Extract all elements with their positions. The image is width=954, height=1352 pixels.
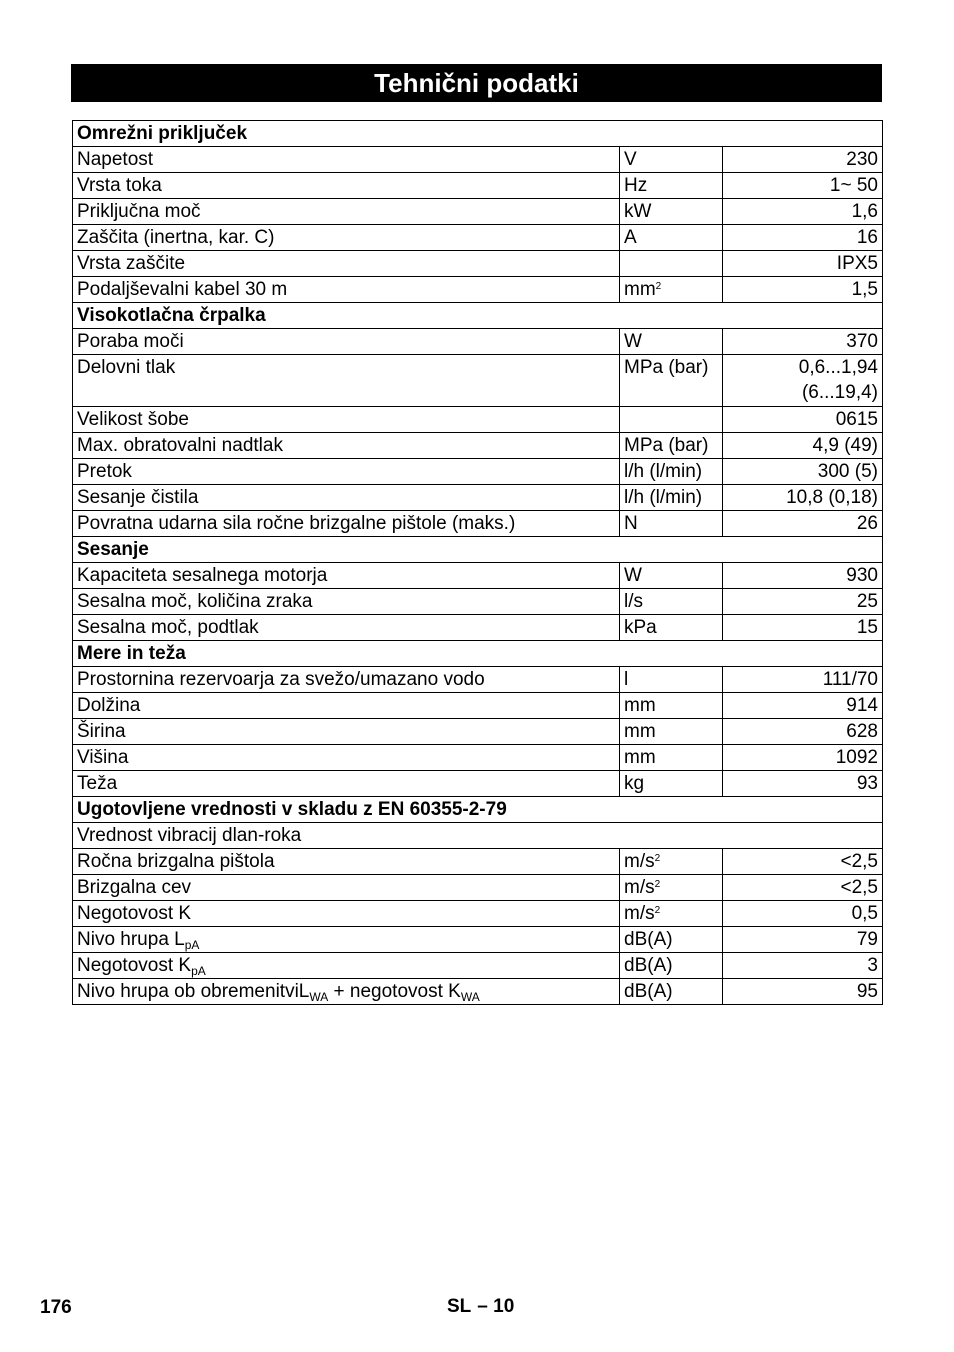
row-label-subscript: pA bbox=[184, 938, 200, 952]
row-unit bbox=[620, 147, 723, 173]
footer-section-page: – 10 bbox=[477, 1296, 515, 1317]
table-row bbox=[73, 719, 883, 745]
footer-language: SL bbox=[447, 1296, 472, 1317]
row-unit-text: N bbox=[624, 513, 638, 534]
row-unit-superscript: 2 bbox=[654, 905, 661, 916]
section-header-row bbox=[73, 121, 883, 147]
row-unit bbox=[620, 173, 723, 199]
row-value: 1092 bbox=[723, 745, 883, 771]
row-value: 111/70 bbox=[723, 667, 883, 693]
row-unit bbox=[620, 615, 723, 641]
row-label bbox=[73, 511, 620, 537]
row-label bbox=[73, 615, 620, 641]
row-unit-text: kPa bbox=[624, 617, 657, 638]
row-unit bbox=[620, 901, 723, 927]
section-title: Mere in teža bbox=[73, 641, 883, 667]
row-value: 1,5 bbox=[723, 277, 883, 303]
row-label-text: Brizgalna cev bbox=[77, 877, 192, 898]
row-value: 300 (5) bbox=[723, 459, 883, 485]
table-row bbox=[73, 693, 883, 719]
row-unit bbox=[620, 745, 723, 771]
row-unit-text: l/s bbox=[624, 591, 643, 612]
row-value: 25 bbox=[723, 589, 883, 615]
row-label bbox=[73, 485, 620, 511]
row-unit bbox=[620, 355, 723, 407]
technical-data-table bbox=[72, 120, 883, 1005]
row-value: 0,5 bbox=[723, 901, 883, 927]
row-label-text: Višina bbox=[77, 747, 129, 768]
row-label-text: Delovni tlak bbox=[77, 357, 176, 378]
row-label-text: Poraba moči bbox=[77, 331, 184, 352]
row-unit bbox=[620, 927, 723, 953]
row-label-text: Prostornina rezervoarja za svežo/umazano vodo bbox=[77, 669, 485, 690]
row-unit bbox=[620, 953, 723, 979]
row-unit bbox=[620, 589, 723, 615]
table-row bbox=[73, 433, 883, 459]
row-unit bbox=[620, 251, 723, 277]
row-label bbox=[73, 771, 620, 797]
table-row bbox=[73, 199, 883, 225]
table-row bbox=[73, 979, 883, 1005]
table-row bbox=[73, 563, 883, 589]
row-label bbox=[73, 407, 620, 433]
row-value: 370 bbox=[723, 329, 883, 355]
table-row bbox=[73, 173, 883, 199]
section-header-row bbox=[73, 303, 883, 329]
row-label-subscript: WA bbox=[460, 990, 480, 1004]
row-label-text: Ročna brizgalna pištola bbox=[77, 851, 275, 872]
row-unit-text: l/h (l/min) bbox=[624, 487, 703, 508]
row-value: 95 bbox=[723, 979, 883, 1005]
row-label-text: Kapaciteta sesalnega motorja bbox=[77, 565, 328, 586]
row-label bbox=[73, 849, 620, 875]
row-unit bbox=[620, 407, 723, 433]
row-value: 3 bbox=[723, 953, 883, 979]
row-label bbox=[73, 329, 620, 355]
row-unit-superscript: 2 bbox=[655, 281, 662, 292]
row-value: 1~ 50 bbox=[723, 173, 883, 199]
row-unit-text: Hz bbox=[624, 175, 648, 196]
row-value: <2,5 bbox=[723, 849, 883, 875]
technical-data-body bbox=[73, 121, 883, 1005]
row-value: 10,8 (0,18) bbox=[723, 485, 883, 511]
row-unit-text: dB(A) bbox=[624, 955, 673, 976]
row-value: 628 bbox=[723, 719, 883, 745]
row-label-text: Sesanje čistila bbox=[77, 487, 199, 508]
table-row bbox=[73, 277, 883, 303]
row-unit-text: V bbox=[624, 149, 637, 170]
row-unit bbox=[620, 277, 723, 303]
row-value: 4,9 (49) bbox=[723, 433, 883, 459]
row-label bbox=[73, 251, 620, 277]
row-value: 79 bbox=[723, 927, 883, 953]
table-row bbox=[73, 251, 883, 277]
row-unit-text: mm bbox=[624, 747, 656, 768]
row-label-text: Nivo hrupa ob obremenitviL bbox=[77, 981, 310, 1002]
row-label-text: Vrsta toka bbox=[77, 175, 162, 196]
row-label bbox=[73, 745, 620, 771]
row-unit-text: mm bbox=[624, 695, 656, 716]
row-unit-text: kW bbox=[624, 201, 652, 222]
row-unit bbox=[620, 225, 723, 251]
row-label-text: Priključna moč bbox=[77, 201, 201, 222]
row-label bbox=[73, 927, 620, 953]
row-unit-text: m/s bbox=[624, 877, 655, 898]
subsection-row bbox=[73, 823, 883, 849]
row-label-text: Vrsta zaščite bbox=[77, 253, 186, 274]
row-label bbox=[73, 875, 620, 901]
row-value: 0,6...1,94 (6...19,4) bbox=[723, 355, 883, 407]
table-row bbox=[73, 459, 883, 485]
section-title: Sesanje bbox=[73, 537, 883, 563]
row-label-text: Sesalna moč, podtlak bbox=[77, 617, 259, 638]
row-label-text: Sesalna moč, količina zraka bbox=[77, 591, 313, 612]
table-row bbox=[73, 147, 883, 173]
row-label-text: Napetost bbox=[77, 149, 154, 170]
row-label-text: Negotovost K bbox=[77, 955, 192, 976]
table-row bbox=[73, 355, 883, 407]
row-unit bbox=[620, 875, 723, 901]
row-unit-text: dB(A) bbox=[624, 929, 673, 950]
row-label-text: Max. obratovalni nadtlak bbox=[77, 435, 283, 456]
row-label-text-continued: + negotovost K bbox=[328, 981, 461, 1002]
row-label-subscript: WA bbox=[309, 990, 329, 1004]
table-row bbox=[73, 901, 883, 927]
row-unit bbox=[620, 485, 723, 511]
section-header-row bbox=[73, 641, 883, 667]
row-unit-text: kg bbox=[624, 773, 645, 794]
row-unit-text: l/h (l/min) bbox=[624, 461, 703, 482]
row-label bbox=[73, 147, 620, 173]
row-unit bbox=[620, 329, 723, 355]
table-row bbox=[73, 875, 883, 901]
row-unit-text: dB(A) bbox=[624, 981, 673, 1002]
table-row bbox=[73, 953, 883, 979]
row-unit bbox=[620, 979, 723, 1005]
row-label bbox=[73, 433, 620, 459]
row-label bbox=[73, 979, 620, 1005]
row-label bbox=[73, 199, 620, 225]
row-value: 230 bbox=[723, 147, 883, 173]
row-unit-text: MPa (bar) bbox=[624, 357, 709, 378]
row-unit bbox=[620, 719, 723, 745]
page-number: 176 bbox=[40, 1297, 72, 1318]
row-label-text: Teža bbox=[77, 773, 118, 794]
row-unit-text: W bbox=[624, 565, 642, 586]
subsection-title: Vrednost vibracij dlan-roka bbox=[73, 823, 883, 849]
table-row bbox=[73, 511, 883, 537]
row-label bbox=[73, 225, 620, 251]
row-value: 93 bbox=[723, 771, 883, 797]
footer-section bbox=[447, 1296, 514, 1318]
row-label bbox=[73, 563, 620, 589]
row-value: 15 bbox=[723, 615, 883, 641]
row-label-text: Pretok bbox=[77, 461, 132, 482]
row-label-subscript: pA bbox=[191, 964, 206, 978]
row-unit-text: W bbox=[624, 331, 642, 352]
row-unit bbox=[620, 511, 723, 537]
row-value: 914 bbox=[723, 693, 883, 719]
row-label bbox=[73, 355, 620, 407]
row-unit-text: m/s bbox=[624, 903, 655, 924]
section-header-row bbox=[73, 797, 883, 823]
row-label bbox=[73, 901, 620, 927]
row-value: <2,5 bbox=[723, 875, 883, 901]
row-label bbox=[73, 589, 620, 615]
table-row bbox=[73, 329, 883, 355]
row-unit-text: m/s bbox=[624, 851, 655, 872]
row-unit bbox=[620, 771, 723, 797]
section-title: Omrežni priključek bbox=[73, 121, 883, 147]
row-label-text: Dolžina bbox=[77, 695, 141, 716]
section-title: Visokotlačna črpalka bbox=[73, 303, 883, 329]
row-label bbox=[73, 953, 620, 979]
row-label bbox=[73, 277, 620, 303]
row-unit bbox=[620, 433, 723, 459]
row-label bbox=[73, 459, 620, 485]
table-row bbox=[73, 771, 883, 797]
row-unit bbox=[620, 667, 723, 693]
row-unit-text: mm bbox=[624, 721, 656, 742]
row-value: 1,6 bbox=[723, 199, 883, 225]
row-value: 0615 bbox=[723, 407, 883, 433]
row-unit bbox=[620, 849, 723, 875]
table-row bbox=[73, 667, 883, 693]
row-unit-text: mm bbox=[624, 279, 656, 300]
row-label bbox=[73, 693, 620, 719]
row-label bbox=[73, 667, 620, 693]
row-unit bbox=[620, 459, 723, 485]
row-label-text: Povratna udarna sila ročne brizgalne pištole (maks.) bbox=[77, 513, 516, 534]
table-row bbox=[73, 485, 883, 511]
row-label-text: Zaščita (inertna, kar. C) bbox=[77, 227, 275, 248]
row-unit bbox=[620, 693, 723, 719]
row-unit bbox=[620, 199, 723, 225]
row-label-text: Velikost šobe bbox=[77, 409, 189, 430]
row-label-text: Širina bbox=[77, 721, 126, 742]
row-label bbox=[73, 719, 620, 745]
row-value: 16 bbox=[723, 225, 883, 251]
row-label-text: Negotovost K bbox=[77, 903, 192, 924]
row-value: 930 bbox=[723, 563, 883, 589]
row-unit-superscript: 2 bbox=[654, 879, 661, 890]
row-unit-text: MPa (bar) bbox=[624, 435, 709, 456]
table-row bbox=[73, 589, 883, 615]
table-row bbox=[73, 927, 883, 953]
row-label-text: Nivo hrupa L bbox=[77, 929, 185, 950]
row-label-text: Podaljševalni kabel 30 m bbox=[77, 279, 288, 300]
table-row bbox=[73, 407, 883, 433]
table-row bbox=[73, 225, 883, 251]
table-row bbox=[73, 745, 883, 771]
section-title: Ugotovljene vrednosti v skladu z EN 60355-2-79 bbox=[73, 797, 883, 823]
row-unit-text: l bbox=[624, 669, 629, 690]
row-unit-text: A bbox=[624, 227, 637, 248]
table-row bbox=[73, 849, 883, 875]
row-label bbox=[73, 173, 620, 199]
row-value: IPX5 bbox=[723, 251, 883, 277]
table-row bbox=[73, 615, 883, 641]
row-unit-superscript: 2 bbox=[654, 853, 661, 864]
section-header-row bbox=[73, 537, 883, 563]
page-title: Tehnični podatki bbox=[71, 64, 882, 102]
row-unit bbox=[620, 563, 723, 589]
row-value: 26 bbox=[723, 511, 883, 537]
